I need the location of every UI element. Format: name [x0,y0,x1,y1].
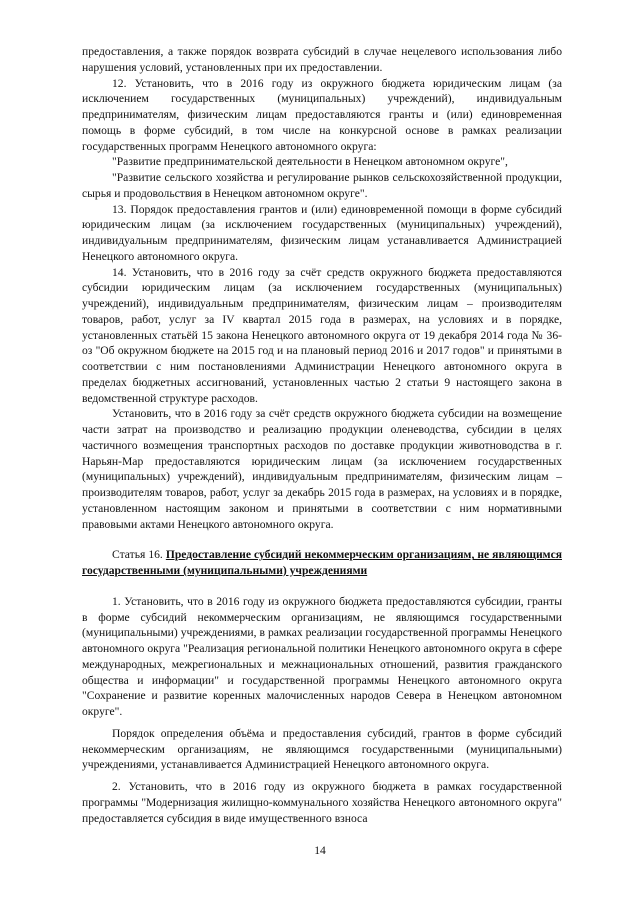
article-paragraph-procedure: Порядок определения объёма и предоставления субсидий, грантов в форме субсидий некоммерческим организациям, не являющимся государственными (муниципальными) учреждениями, устанавливается Администрацией Ненецкого автономного округа. [82,726,562,772]
program-name-entrepreneurship: "Развитие предпринимательской деятельности в Ненецком автономном округе", [112,155,508,169]
program-name-agriculture: "Развитие сельского хозяйства и регулирование рынков сельскохозяйственной продукции, сырья и продовольствия в Ненецком автономном округе". [82,171,562,200]
paragraph-item-14: 14. Установить, что в 2016 году за счёт средств окружного бюджета предоставляются субсидии юридическим лицам (за исключением государственных (муниципальных) учреждений), индивидуальным предпринимателям, физическим лицам – производителям товаров, работ, услуг за IV квартал 2015 года в размерах, на условиях и в порядке, установленных статьёй 15 закона Ненецкого автономного округа от 19 декабря 2014 года № 36-оз "Об окружном бюджете на 2015 год и на плановый период 2016 и 2017 годов" и принятыми в соответствии с ним постановлениями Администрации Ненецкого автономного округа в пределах бюджетных ассигнований, установленных частью 2 статьи 9 настоящего закона в ведомственной структуре расходов. [82,265,562,405]
page-number: 14 [314,844,326,857]
article-number: Статья 16. [112,548,166,562]
paragraph-item-13: 13. Порядок предоставления грантов и (или) единовременной помощи в форме субсидий юридическим лицам (за исключением государственных (муниципальных) учреждений), индивидуальным предпринимателям, физическим лицам устанавливается Администрацией Ненецкого автономного округа. [82,202,562,263]
article-paragraph-1: 1. Установить, что в 2016 году из окружного бюджета предоставляются субсидии, гранты в форме субсидий некоммерческим организациям, не являющимся государственными (муниципальными) учреждениями, в рамках реализации государственной программы Ненецкого автономного округа "Реализация региональной политики Ненецкого автономного округа в сфере международных, межрегиональных и межнациональных отношений, развития гражданского общества и информации" и государственной программы Ненецкого автономного округа "Сохранение и развитие коренных малочисленных народов Севера в Ненецком автономном округе". [82,594,562,718]
paragraph-continuation: предоставления, а также порядок возврата субсидий в случае нецелевого использования либо нарушения условий, установленных при их предоставлении. [82,45,562,74]
article-paragraph-2: 2. Установить, что в 2016 году из окружного бюджета в рамках государственной программы "Модернизация жилищно-коммунального хозяйства Ненецкого автономного округа" предоставляется субсидия в виде имущественного взноса [82,780,562,825]
paragraph-reindeer-subsidies: Установить, что в 2016 году за счёт средств окружного бюджета субсидии на возмещение части затрат на производство и реализацию продукции оленеводства, субсидии в целях частичного возмещения транспортных расходов по доставке продукции животноводства в г. Нарьян-Мар предоставляются юридическим лицам (за исключением государственных (муниципальных) учреждений), индивидуальным предпринимателям, физическим лицам – производителям товаров, работ, услуг за декабрь 2015 года в размерах, на условиях и в порядке, установленном настоящим законом и принятыми в соответствии с ним нормативными правовыми актами Ненецкого автономного округа. [82,407,562,531]
article-heading [82,547,562,579]
article-title: Предоставление субсидий некоммерческим организациям, не являющимся государственными (муниципальными) учреждениями [82,548,562,577]
document-page [82,44,562,826]
paragraph-item-12: 12. Установить, что в 2016 году из окружного бюджета юридическим лицам (за исключением государственных (муниципальных) учреждений), индивидуальным предпринимателям, физическим лицам предоставляются гранты и (или) единовременная помощь в форме субсидий, в том числе на конкурсной основе в рамках реализации государственных программ Ненецкого автономного округа: [82,76,562,153]
